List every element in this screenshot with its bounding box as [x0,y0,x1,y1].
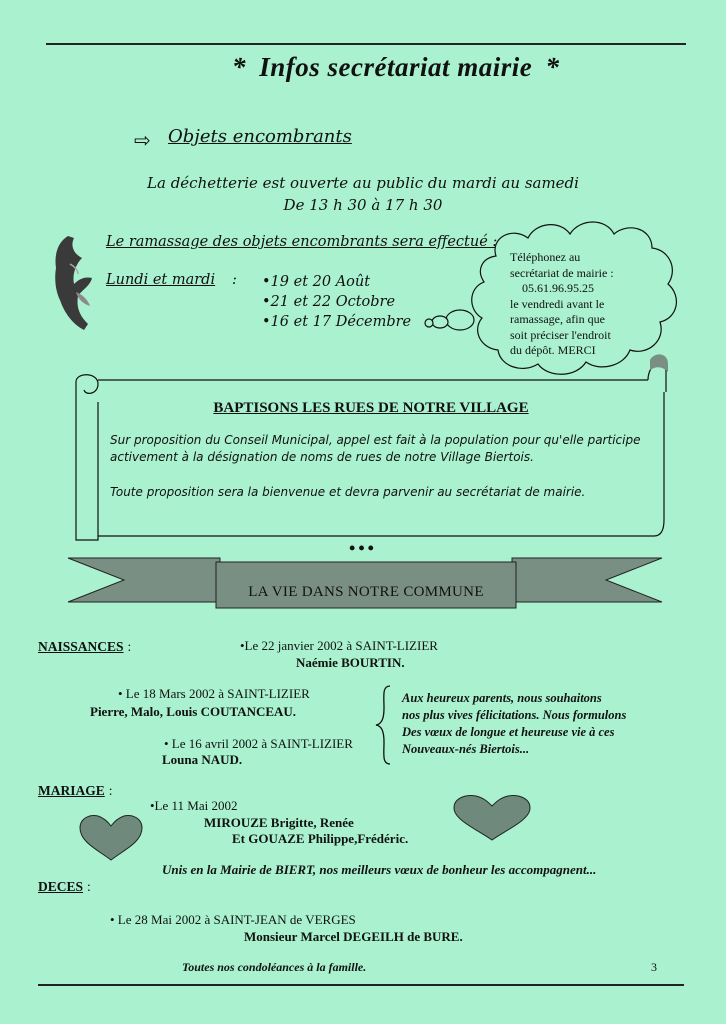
naissances-colon: : [127,639,132,654]
condolences-text: Toutes nos condoléances à la famille. [182,960,367,974]
ribbon-banner [66,554,664,612]
mariage-section [38,782,113,800]
naissance-2-name: Pierre, Malo, Louis COUTANCEAU. [90,704,297,719]
ribbon-label: LA VIE DANS NOTRE COMMUNE [248,584,484,600]
wish-line-4: Nouveaux-nés Biertois... [402,742,530,756]
page-title [232,52,560,83]
banner-paragraph-1: Sur proposition du Conseil Municipal, appel est fait à la population pour qu'elle participe activement à la désignation de noms de rues de notre Village Biertois. [110,433,641,464]
pointing-hand-icon [50,234,96,332]
dechetterie-line-2: De 13 h 30 à 17 h 30 [283,196,443,214]
deces-colon: : [87,879,91,894]
cloud-line-1: Téléphonez au [510,250,581,264]
days-colon: : [232,272,237,288]
heart-icon-left [78,814,144,862]
naissances-heading: NAISSANCES [38,639,124,654]
mariage-colon: : [108,783,113,798]
deces-section [38,878,91,896]
days-label-text: Lundi et mardi [106,272,216,288]
deces-heading: DECES [38,879,84,894]
cloud-message [510,250,640,359]
naissances-section [38,638,131,656]
cloud-line-4: le vendredi avant le [510,296,605,311]
cloud-phone: 05.61.96.95.25 [522,281,594,295]
deces-name: Monsieur Marcel DEGEILH de BURE. [244,929,463,944]
dechetterie-line-1: La déchetterie est ouverte au public du mardi au samedi [147,174,579,192]
title-star-right: * [545,52,560,82]
naissance-1-name: Naémie BOURTIN. [296,655,405,670]
mariage-name-1: MIROUZE Brigitte, Renée [204,815,354,830]
cloud-line-5: ramassage, afin que [510,312,605,326]
cloud-line-6: soit préciser l'endroit [510,327,611,342]
naissance-3-date: • Le 16 avril 2002 à SAINT-LIZIER [164,736,353,751]
banner-paragraph-2: Toute proposition sera la bienvenue et devra parvenir au secrétariat de mairie. [110,485,586,499]
encombrants-heading: Objets encombrants [168,126,352,147]
banner-title: BAPTISONS LES RUES DE NOTRE VILLAGE [213,400,529,416]
mariage-name-2: Et GOUAZE Philippe,Frédéric. [232,831,409,846]
cloud-line-7: du dépôt. MERCI [510,343,596,357]
pickup-title: Le ramassage des objets encombrants sera effectué : [106,234,498,250]
wish-line-3: Des vœux de longue et heureuse vie à ces [402,725,615,739]
mariage-date: •Le 11 Mai 2002 [150,798,238,813]
pickup-date-2: •21 et 22 Octobre [262,294,396,310]
mariage-heading: MARIAGE [38,783,105,798]
top-rule [46,43,686,45]
naissance-2-date: • Le 18 Mars 2002 à SAINT-LIZIER [118,686,310,701]
section-divider-dots: ••• [349,538,377,558]
naissances-wish [402,690,672,758]
wish-line-1: Aux heureux parents, nous souhaitons [402,691,602,705]
curly-brace [374,684,394,766]
title-star-left: * [232,52,246,82]
title-text: Infos secrétariat mairie [259,52,533,82]
naissance-3-name: Louna NAUD. [162,752,243,767]
naissance-1-date: •Le 22 janvier 2002 à SAINT-LIZIER [240,638,438,653]
cloud-line-2: secrétariat de mairie : [510,265,614,280]
pickup-date-3: •16 et 17 Décembre [262,314,412,330]
heart-icon-right [452,794,532,842]
pickup-days-label [106,272,215,288]
arrow-right-icon: ⇨ [134,130,151,152]
pickup-date-1: •19 et 20 Août [262,274,371,290]
mariage-wish: Unis en la Mairie de BIERT, nos meilleurs vœux de bonheur les accompagnent... [162,862,597,877]
bottom-rule [38,984,684,986]
page-number: 3 [651,960,657,974]
deces-date: • Le 28 Mai 2002 à SAINT-JEAN de VERGES [110,912,356,927]
wish-line-2: nos plus vives félicitations. Nous formulons [402,708,627,722]
